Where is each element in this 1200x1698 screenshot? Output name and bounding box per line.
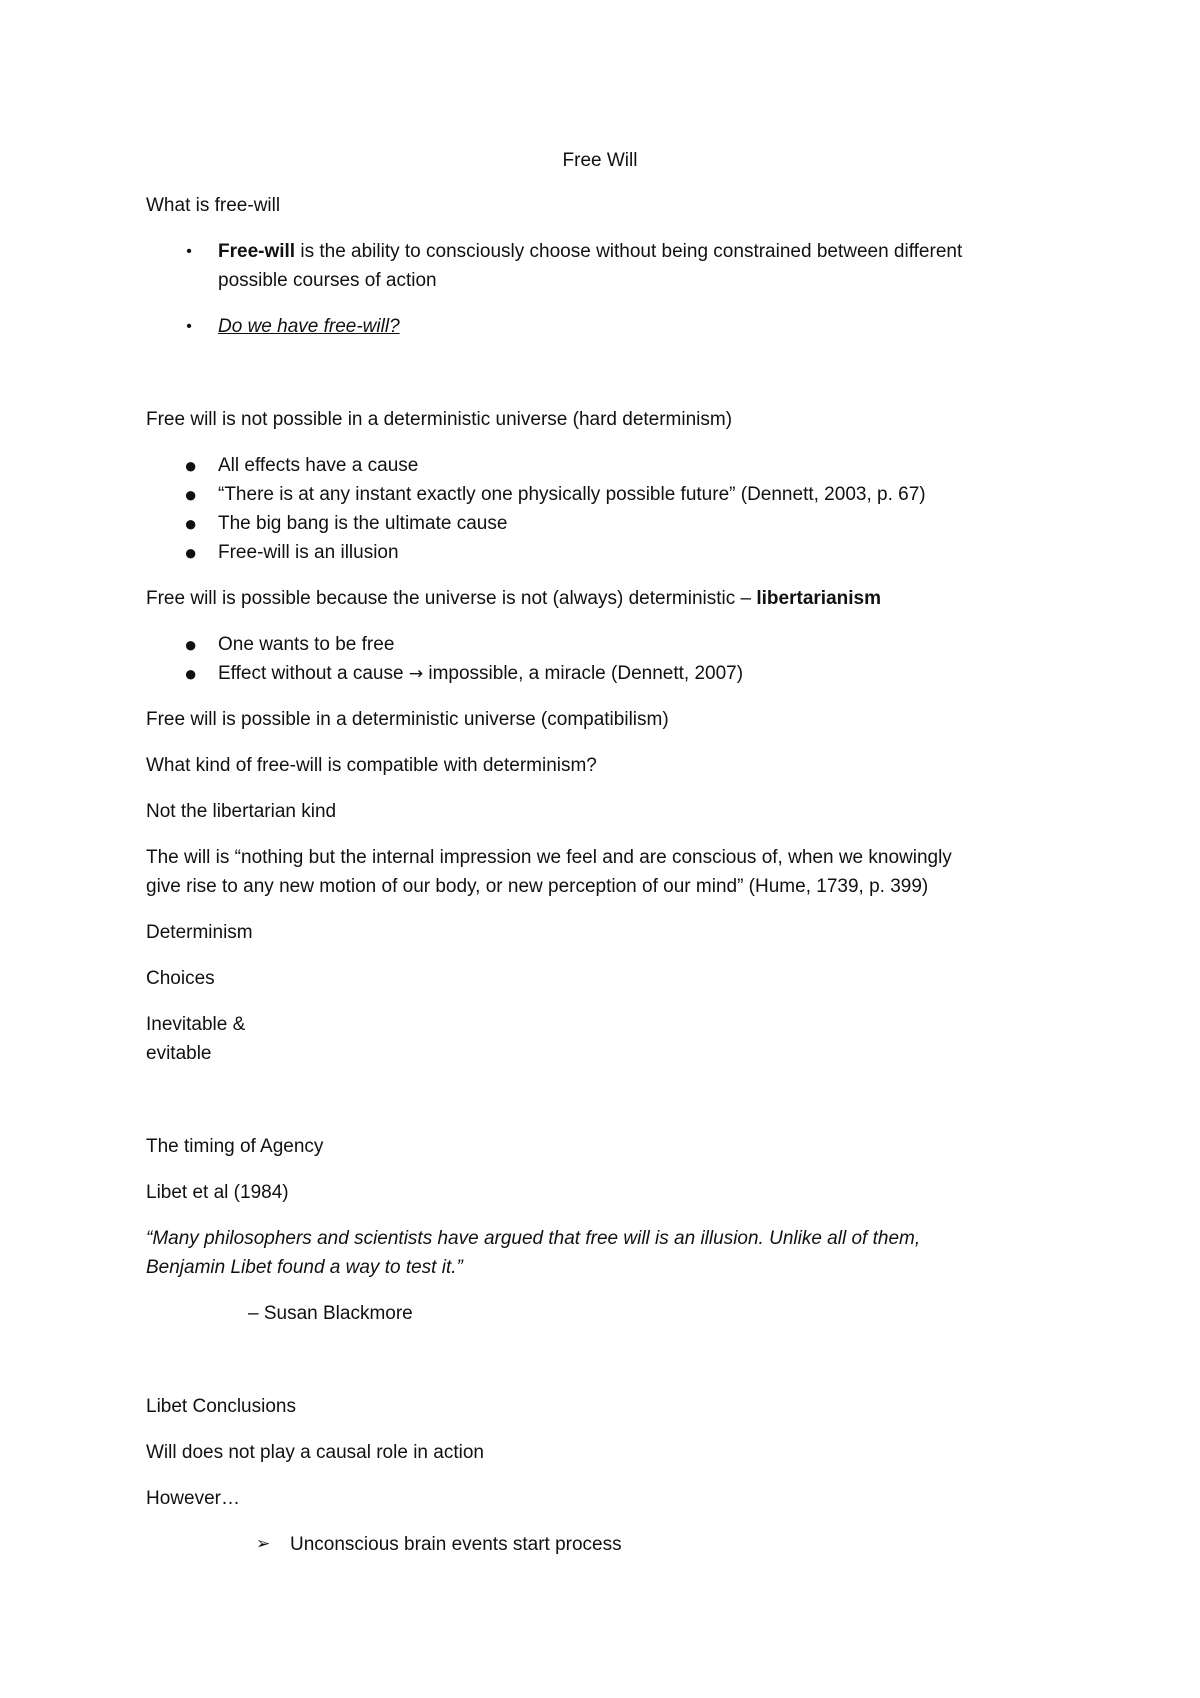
section-heading-libet-conclusions: Libet Conclusions: [146, 1396, 296, 1417]
blackmore-quote-line-1: “Many philosophers and scientists have argued that free will is an illusion. Unlike all of them,: [146, 1228, 921, 1249]
evitable-label: evitable: [146, 1043, 212, 1064]
heading-text: Free will is possible because the universe is not (always) deterministic –: [146, 588, 757, 609]
bullet-icon: ●: [184, 661, 198, 686]
term-libertarianism: libertarianism: [756, 588, 881, 609]
section-heading-compatibilism: Free will is possible in a deterministic universe (compatibilism): [146, 709, 669, 730]
bullet-text: Unconscious brain events start process: [290, 1534, 622, 1555]
bullet-text: “There is at any instant exactly one physically possible future” (Dennett, 2003, p. 67): [218, 484, 926, 505]
section-heading-what-is-free-will: What is free-will: [146, 195, 281, 216]
bullet-icon: •: [186, 318, 192, 335]
bullet-icon: ●: [184, 482, 198, 507]
libet-citation: Libet et al (1984): [146, 1182, 289, 1203]
term-free-will: Free-will: [218, 241, 296, 262]
section-heading-hard-determinism: Free will is not possible in a deterministic universe (hard determinism): [146, 409, 733, 430]
bullet-icon: ●: [184, 453, 198, 478]
page-title: Free Will: [562, 150, 638, 171]
section-heading-libertarianism: [146, 584, 881, 613]
choices-label: Choices: [146, 968, 215, 989]
determinism-label: Determinism: [146, 922, 253, 943]
conclusion-text: Will does not play a causal role in action: [146, 1442, 484, 1463]
bullet-text: Free-will is an illusion: [218, 542, 399, 563]
answer-text: Not the libertarian kind: [146, 801, 337, 822]
quote-attribution: – Susan Blackmore: [248, 1303, 413, 1324]
bullet-icon: ●: [184, 511, 198, 536]
bullet-text: [218, 659, 743, 689]
question-link: Do we have free-will?: [218, 316, 400, 337]
right-arrow-icon: →: [408, 664, 424, 684]
inevitable-label: Inevitable &: [146, 1014, 246, 1035]
arrowhead-bullet-icon: ➢: [256, 1534, 271, 1554]
hume-quote-line-2: give rise to any new motion of our body, or new perception of our mind” (Hume, 1739, p. 399): [146, 876, 929, 897]
question-text: What kind of free-will is compatible with determinism?: [146, 755, 597, 776]
bullet-text-continued: possible courses of action: [218, 270, 437, 291]
consequence-text: impossible, a miracle (Dennett, 2007): [423, 663, 744, 684]
blackmore-quote-line-2: Benjamin Libet found a way to test it.”: [146, 1257, 463, 1278]
effect-text: Effect without a cause: [218, 663, 409, 684]
bullet-text: One wants to be free: [218, 634, 395, 655]
bullet-text: All effects have a cause: [218, 455, 419, 476]
bullet-text: [218, 237, 962, 266]
bullet-text: The big bang is the ultimate cause: [218, 513, 508, 534]
however-text: However…: [146, 1488, 240, 1509]
section-heading-timing-of-agency: The timing of Agency: [146, 1136, 324, 1157]
bullet-icon: ●: [184, 632, 198, 657]
hume-quote-line-1: The will is “nothing but the internal impression we feel and are conscious of, when we knowingly: [146, 847, 952, 868]
bullet-icon: •: [186, 243, 192, 260]
bullet-icon: ●: [184, 540, 198, 565]
definition-text: is the ability to consciously choose without being constrained between different: [295, 241, 963, 262]
